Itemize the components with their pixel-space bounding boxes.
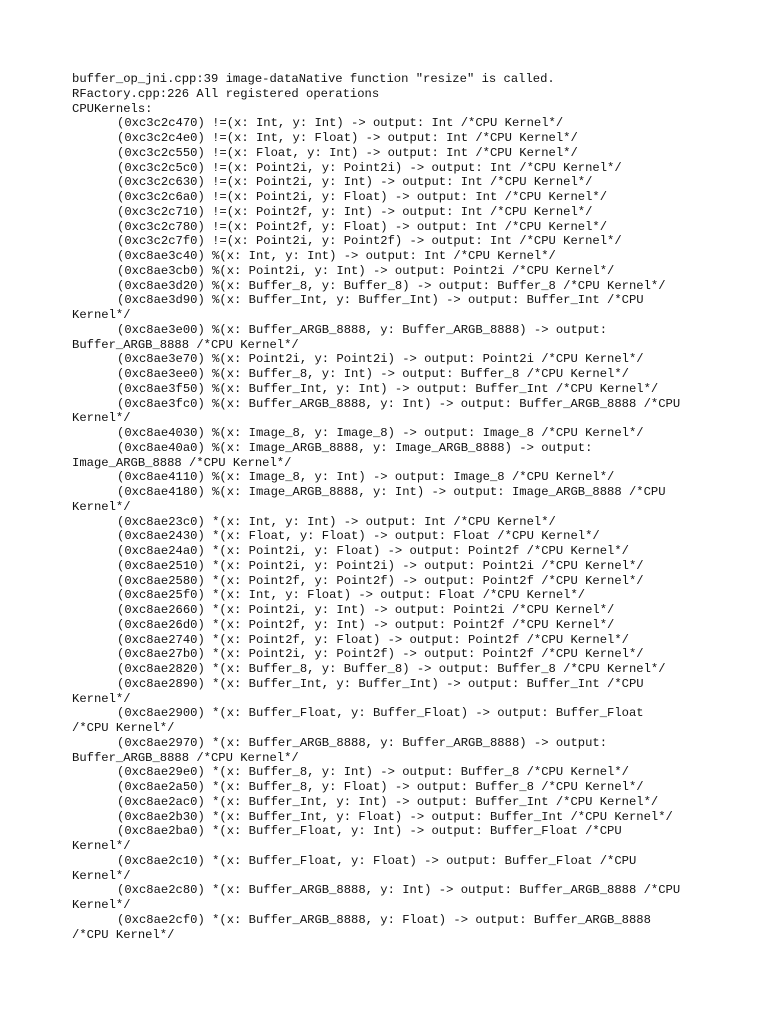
kernel-entry: (0xc3c2c780) !=(x: Point2f, y: Float) -> output: Int /*CPU Kernel*/ — [117, 219, 608, 234]
kernel-entry: (0xc8ae2740) *(x: Point2f, y: Float) -> output: Point2f /*CPU Kernel*/ — [117, 632, 629, 647]
kernel-entry-continuation: /*CPU Kernel*/ — [72, 721, 175, 735]
kernel-entry: (0xc8ae3d20) %(x: Buffer_8, y: Buffer_8) -> output: Buffer_8 /*CPU Kernel*/ — [117, 278, 666, 293]
kernel-entry-continuation: Buffer_ARGB_8888 /*CPU Kernel*/ — [72, 337, 299, 352]
log-document — [72, 72, 712, 942]
kernel-entry: (0xc8ae2c80) *(x: Buffer_ARGB_8888, y: Int) -> output: Buffer_ARGB_8888 /*CPU — [117, 883, 681, 898]
kernel-entry: (0xc8ae3cb0) %(x: Point2i, y: Int) -> output: Point2i /*CPU Kernel*/ — [117, 263, 615, 278]
kernel-entry: (0xc3c2c7f0) !=(x: Point2i, y: Point2f) -> output: Int /*CPU Kernel*/ — [117, 234, 622, 249]
log-line: buffer_op_jni.cpp:39 image-dataNative function "resize" is called. — [72, 72, 555, 86]
kernel-entry: (0xc8ae25f0) *(x: Int, y: Float) -> output: Float /*CPU Kernel*/ — [117, 588, 586, 603]
kernel-entry: (0xc3c2c630) !=(x: Point2i, y: Int) -> output: Int /*CPU Kernel*/ — [117, 175, 593, 190]
kernel-entry: (0xc8ae2ba0) *(x: Buffer_Float, y: Int) -> output: Buffer_Float /*CPU — [117, 824, 622, 839]
kernel-entry: (0xc3c2c4e0) !=(x: Int, y: Float) -> output: Int /*CPU Kernel*/ — [117, 131, 578, 145]
kernel-entry: (0xc8ae29e0) *(x: Buffer_8, y: Int) -> output: Buffer_8 /*CPU Kernel*/ — [117, 765, 629, 780]
kernel-entry-continuation: Kernel*/ — [72, 868, 131, 883]
kernel-entry-continuation: Kernel*/ — [72, 308, 131, 322]
kernel-entry: (0xc8ae2970) *(x: Buffer_ARGB_8888, y: Buffer_ARGB_8888) -> output: — [117, 735, 608, 750]
kernel-entry-continuation: Kernel*/ — [72, 898, 131, 912]
kernel-entry: (0xc8ae2b30) *(x: Buffer_Int, y: Float) -> output: Buffer_Int /*CPU Kernel*/ — [117, 809, 673, 824]
kernel-entry: (0xc8ae3e70) %(x: Point2i, y: Point2i) -> output: Point2i /*CPU Kernel*/ — [117, 352, 644, 367]
kernel-entry-continuation: Buffer_ARGB_8888 /*CPU Kernel*/ — [72, 750, 299, 765]
kernel-entry: (0xc8ae3ee0) %(x: Buffer_8, y: Int) -> output: Buffer_8 /*CPU Kernel*/ — [117, 367, 629, 381]
kernel-entry: (0xc8ae23c0) *(x: Int, y: Int) -> output: Int /*CPU Kernel*/ — [117, 514, 556, 529]
kernel-entry: (0xc8ae2430) *(x: Float, y: Float) -> output: Float /*CPU Kernel*/ — [117, 529, 600, 544]
kernel-entry: (0xc8ae4180) %(x: Image_ARGB_8888, y: Int) -> output: Image_ARGB_8888 /*CPU — [117, 485, 666, 499]
kernel-entry: (0xc8ae2900) *(x: Buffer_Float, y: Buffer_Float) -> output: Buffer_Float — [117, 706, 644, 721]
kernel-entry: (0xc3c2c710) !=(x: Point2f, y: Int) -> output: Int /*CPU Kernel*/ — [117, 204, 593, 219]
kernel-entry: (0xc3c2c470) !=(x: Int, y: Int) -> output: Int /*CPU Kernel*/ — [117, 116, 564, 131]
kernel-entry: (0xc8ae3e00) %(x: Buffer_ARGB_8888, y: Buffer_ARGB_8888) -> output: — [117, 322, 608, 337]
kernel-entry: (0xc8ae2890) *(x: Buffer_Int, y: Buffer_Int) -> output: Buffer_Int /*CPU — [117, 676, 644, 691]
kernel-entry: (0xc8ae2c10) *(x: Buffer_Float, y: Float) -> output: Buffer_Float /*CPU — [117, 853, 637, 868]
kernel-entry: (0xc8ae2820) *(x: Buffer_8, y: Buffer_8) -> output: Buffer_8 /*CPU Kernel*/ — [117, 662, 666, 676]
kernel-entry: (0xc8ae26d0) *(x: Point2f, y: Int) -> output: Point2f /*CPU Kernel*/ — [117, 617, 615, 632]
kernel-entry-continuation: Kernel*/ — [72, 499, 131, 514]
kernel-entry: (0xc8ae4110) %(x: Image_8, y: Int) -> output: Image_8 /*CPU Kernel*/ — [117, 470, 615, 485]
log-line: RFactory.cpp:226 All registered operations — [72, 86, 380, 101]
kernel-entry: (0xc8ae2580) *(x: Point2f, y: Point2f) -> output: Point2f /*CPU Kernel*/ — [117, 573, 644, 588]
log-line: CPUKernels: — [72, 101, 153, 116]
kernel-entry-continuation: Image_ARGB_8888 /*CPU Kernel*/ — [72, 455, 292, 470]
kernel-entry: (0xc8ae2a50) *(x: Buffer_8, y: Float) -> output: Buffer_8 /*CPU Kernel*/ — [117, 780, 644, 794]
kernel-entry-continuation: Kernel*/ — [72, 411, 131, 426]
kernel-entry: (0xc8ae24a0) *(x: Point2i, y: Float) -> output: Point2f /*CPU Kernel*/ — [117, 544, 629, 558]
kernel-entry: (0xc8ae2660) *(x: Point2i, y: Int) -> output: Point2i /*CPU Kernel*/ — [117, 603, 615, 617]
kernel-entry: (0xc3c2c5c0) !=(x: Point2i, y: Point2i) -> output: Int /*CPU Kernel*/ — [117, 160, 622, 175]
kernel-entry: (0xc3c2c6a0) !=(x: Point2i, y: Float) -> output: Int /*CPU Kernel*/ — [117, 190, 608, 204]
kernel-entry: (0xc8ae3d90) %(x: Buffer_Int, y: Buffer_Int) -> output: Buffer_Int /*CPU — [117, 293, 644, 308]
kernel-entry: (0xc8ae2cf0) *(x: Buffer_ARGB_8888, y: Float) -> output: Buffer_ARGB_8888 — [117, 912, 651, 927]
kernel-entry-continuation: Kernel*/ — [72, 839, 131, 853]
kernel-entry: (0xc8ae2ac0) *(x: Buffer_Int, y: Int) -> output: Buffer_Int /*CPU Kernel*/ — [117, 794, 659, 809]
kernel-entry: (0xc8ae4030) %(x: Image_8, y: Image_8) -> output: Image_8 /*CPU Kernel*/ — [117, 426, 644, 440]
kernel-entry-continuation: Kernel*/ — [72, 691, 131, 706]
kernel-entry: (0xc8ae2510) *(x: Point2i, y: Point2i) -> output: Point2i /*CPU Kernel*/ — [117, 558, 644, 573]
kernel-entry: (0xc8ae40a0) %(x: Image_ARGB_8888, y: Image_ARGB_8888) -> output: — [117, 440, 593, 455]
kernel-entry: (0xc8ae27b0) *(x: Point2i, y: Point2f) -> output: Point2f /*CPU Kernel*/ — [117, 647, 644, 662]
kernel-entry: (0xc8ae3fc0) %(x: Buffer_ARGB_8888, y: Int) -> output: Buffer_ARGB_8888 /*CPU — [117, 396, 681, 411]
kernel-entry-continuation: /*CPU Kernel*/ — [72, 927, 175, 942]
kernel-entry: (0xc8ae3c40) %(x: Int, y: Int) -> output: Int /*CPU Kernel*/ — [117, 249, 556, 263]
kernel-entry: (0xc3c2c550) !=(x: Float, y: Int) -> output: Int /*CPU Kernel*/ — [117, 145, 578, 160]
kernel-entry: (0xc8ae3f50) %(x: Buffer_Int, y: Int) -> output: Buffer_Int /*CPU Kernel*/ — [117, 381, 659, 396]
